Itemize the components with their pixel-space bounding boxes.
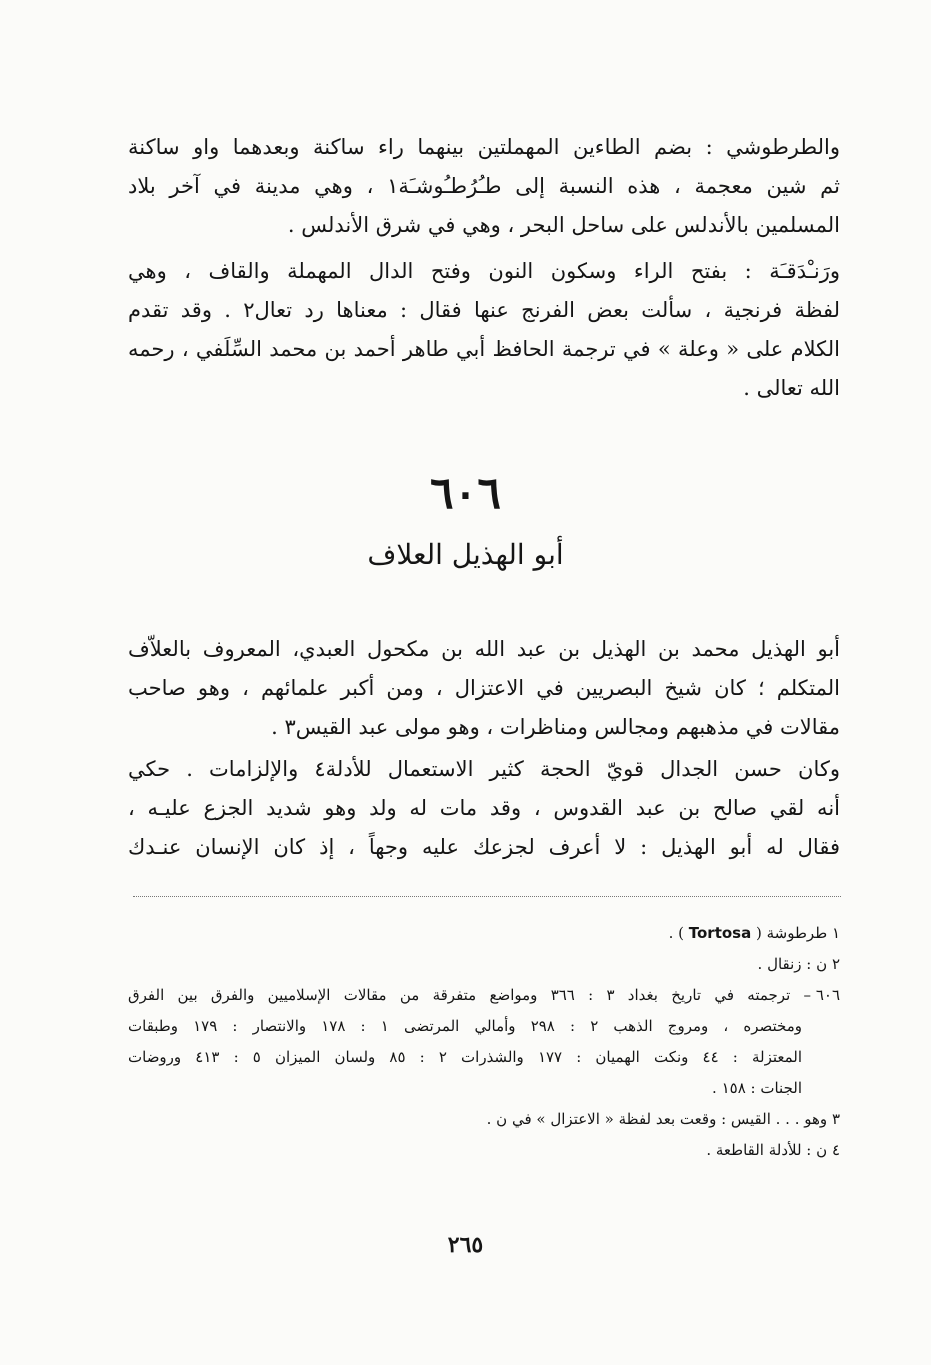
text-line: فقال له أبو الهذيل : لا أعرف لجزعك عليه وجهاً ، إذ كان الإنسان عنـدك bbox=[128, 835, 840, 859]
footnote-text: وهو . . . القيس : وقعت بعد لفظة « الاعتزال » في ن . bbox=[486, 1110, 828, 1128]
footnote-text: ترجمته في تاريخ بغداد ٣ : ٣٦٦ ومواضع متفرقة من مقالات الإسلاميين والفرق بين الفرق bbox=[128, 986, 791, 1004]
footnote-text: طرطوشة ( bbox=[756, 924, 828, 942]
text-line: المتكلم ؛ كان شيخ البصريين في الاعتزال ، ومن أكبر علمائهم ، وهو صاحب bbox=[128, 676, 840, 700]
paragraph-tartushi bbox=[128, 128, 840, 245]
footnote-number: ٣ bbox=[831, 1110, 840, 1128]
footnote-line: المعتزلة : ٤٤ ونكت الهميان : ١٧٧ والشذرات ٢ : ٨٥ ولسان الميزان ٥ : ٤١٣ وروضات bbox=[128, 1048, 803, 1066]
footnote-latin-term: Tortosa bbox=[688, 924, 752, 942]
footnote-4 bbox=[128, 1135, 840, 1166]
footnote-number: ٤ bbox=[831, 1141, 840, 1159]
text-line: مقالات في مذهبهم ومجالس ومناظرات ، وهو مولى عبد القيس٣ . bbox=[271, 715, 840, 739]
text-line: وكان حسن الجدال قويّ الحجة كثير الاستعمال للأدلة٤ والإلزامات . حكي bbox=[128, 757, 840, 781]
footnote-text: ن : للأدلة القاطعة . bbox=[706, 1141, 828, 1159]
text-line: والطرطوشي : بضم الطاءين المهملتين بينهما راء ساكنة وبعدهما واو ساكنة bbox=[128, 135, 840, 159]
text-line: أنه لقي صالح بن عبد القدوس ، وقد مات له ولد وهو شديد الجزع عليـه ، bbox=[128, 796, 840, 820]
footnote-divider bbox=[133, 896, 841, 897]
paragraph-biography bbox=[128, 630, 840, 747]
footnote-text: ن : زنقال . bbox=[757, 955, 828, 973]
footnote-number: ١ bbox=[831, 924, 840, 942]
text-line: ورَنـْدَقـَة : بفتح الراء وسكون النون وفتح الدال المهملة والقاف ، وهي bbox=[128, 259, 840, 283]
paragraph-anecdote bbox=[128, 750, 840, 867]
text-line: لفظة فرنجية ، سألت بعض الفرنج عنها فقال : معناها رد تعال٢ . وقد تقدم bbox=[128, 298, 840, 322]
footnote-606 bbox=[128, 980, 840, 1011]
footnote-line: ومختصره ، ومروج الذهب ٢ : ٢٩٨ وأمالي المرتضى ١ : ١٧٨ والانتصار : ١٧٩ وطبقات bbox=[128, 1017, 802, 1035]
paragraph-randaqa bbox=[128, 252, 840, 408]
footnote-606-continuation bbox=[128, 1011, 840, 1104]
footnotes bbox=[128, 918, 840, 1166]
page-number: ٢٦٥ bbox=[447, 1232, 484, 1258]
footnote-text: ) . bbox=[668, 924, 684, 942]
footnote-number: ٦٠٦ – bbox=[803, 986, 840, 1004]
text-line: أبو الهذيل محمد بن الهذيل بن عبد الله بن مكحول العبدي، المعروف بالعلاّف bbox=[128, 637, 840, 661]
section-title: أبو الهذيل العلاف bbox=[367, 538, 564, 571]
text-line: المسلمين بالأندلس على ساحل البحر ، وهي في شرق الأندلس . bbox=[287, 213, 840, 237]
footnote-2 bbox=[128, 949, 840, 980]
text-line: الكلام على « وعلة » في ترجمة الحافظ أبي طاهر أحمد بن محمد السِّلَفي ، رحمه bbox=[128, 337, 840, 361]
footnote-1 bbox=[128, 918, 840, 949]
text-line: ثم شين معجمة ، هذه النسبة إلى طـُرُطـُوشـَة١ ، وهي مدينة في آخر بلاد bbox=[128, 174, 840, 198]
footnote-number: ٢ bbox=[831, 955, 840, 973]
section-number: ٦٠٦ bbox=[430, 468, 501, 519]
footnote-3 bbox=[128, 1104, 840, 1135]
text-line: الله تعالى . bbox=[743, 376, 840, 400]
footnote-line: الجنات : ١٥٨ . bbox=[712, 1079, 802, 1097]
